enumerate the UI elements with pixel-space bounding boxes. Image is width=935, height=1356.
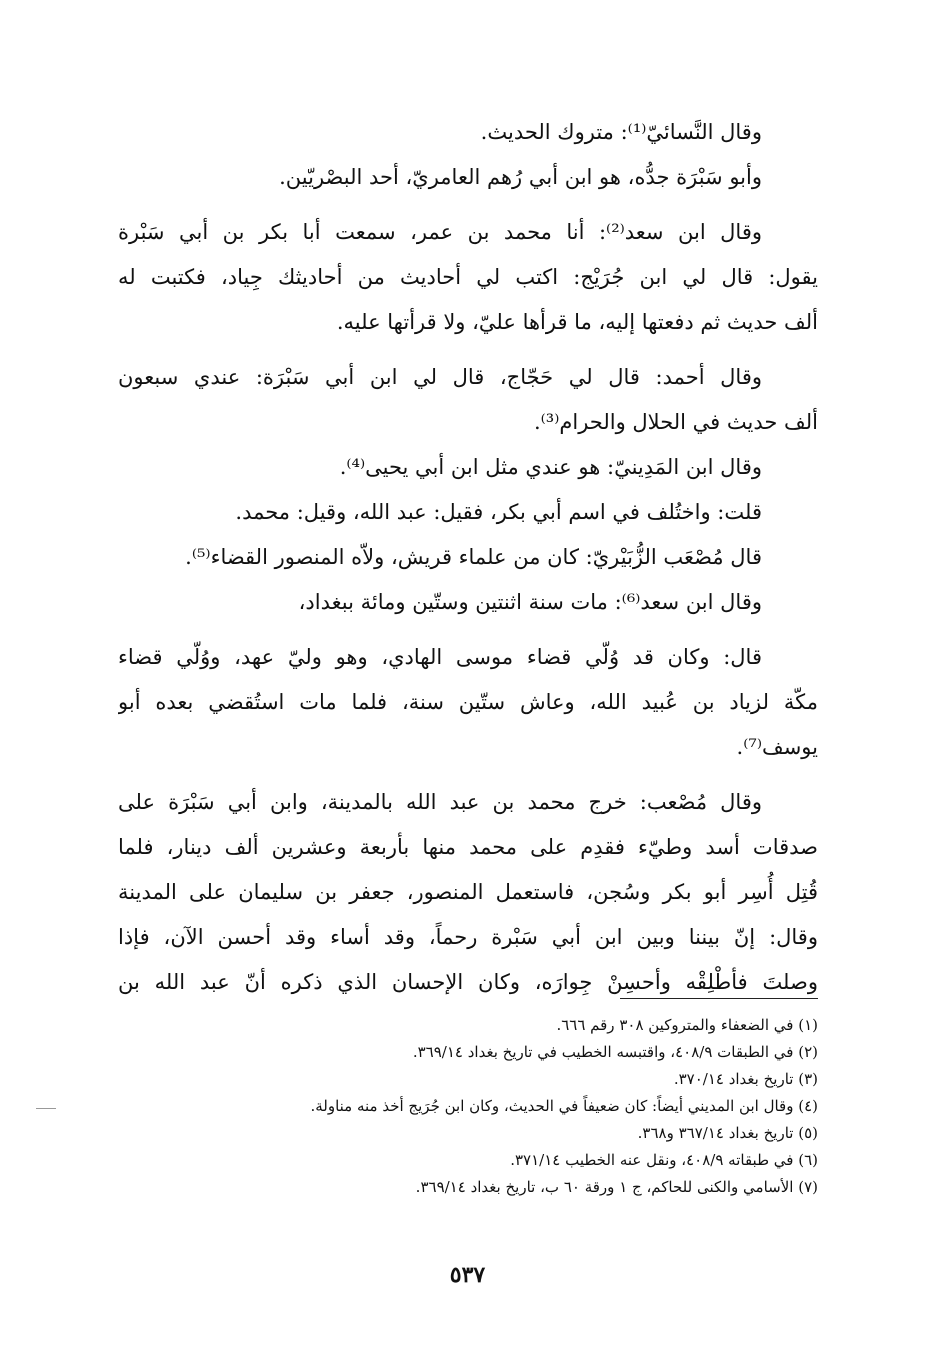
footnotes bbox=[180, 1012, 818, 1201]
text-line: وقال ابن سعد⁽²⁾: أنا محمد بن عمر، سمعت أبا بكر بن أبي سَبْرة bbox=[118, 220, 762, 244]
text-line: قال: وكان قد وُلّي قضاء موسى الهادي، وهو وليّ عهد، ووُلّي قضاء bbox=[118, 645, 762, 669]
text-line: قال مُصْعَب الزُّبَيْريّ: كان من علماء قريش، ولاّه المنصور القضاء⁽⁵⁾. bbox=[185, 545, 762, 569]
main-text bbox=[118, 110, 818, 1005]
text-line: قلت: واختُلف في اسم أبي بكر، فقيل: عبد الله، وقيل: محمد. bbox=[235, 500, 762, 524]
footnote: (٣) تاريخ بغداد ٣٧٠/١٤. bbox=[673, 1070, 818, 1088]
text-line: صدقات أسد وطيّء فقدِم على محمد منها بأربعة وعشرين ألف دينار، فلما bbox=[118, 835, 818, 859]
text-line: يوسف⁽⁷⁾. bbox=[736, 735, 818, 759]
text-line: وأبو سَبْرَة جدُّه، هو ابن أبي رُهم العامريّ، أحد البصْريّين. bbox=[279, 165, 762, 189]
text-line: وقال النَّسائيّ⁽¹⁾: متروك الحديث. bbox=[480, 120, 762, 144]
text-line: ألف حديث في الحلال والحرام⁽³⁾. bbox=[533, 410, 818, 434]
footnote: (٤) وقال ابن المديني أيضاً: كان ضعيفاً في الحديث، وكان ابن جُرَيج أخذ منه مناولة. bbox=[310, 1097, 818, 1115]
text-line: يقول: قال لي ابن جُرَيْج: اكتب لي أحاديث من أحاديثك جِياد، فكتبت له bbox=[118, 265, 818, 289]
page-number: ٥٣٧ bbox=[449, 1262, 486, 1288]
footnote: (٥) تاريخ بغداد ٣٦٧/١٤ و٣٦٨. bbox=[637, 1124, 818, 1142]
text-line: وقال: إنّ بيننا وبين ابن أبي سَبْرة رحماً، وقد أساء وقد أحسن الآن، فإذا bbox=[118, 925, 818, 949]
text-line: مكّة لزياد بن عُبيد الله، وعاش ستّين سنة، فلما مات استُقضي بعده أبو bbox=[118, 690, 818, 714]
text-line: قُتِل أُسِر أبو بكر وسُجن، فاستعمل المنصور، جعفر بن سليمان على المدينة bbox=[118, 880, 818, 904]
text-line: وقال ابن سعد⁽⁶⁾: مات سنة اثنتين وستّين ومائة ببغداد، bbox=[298, 590, 762, 614]
text-line: وقال ابن المَدِينيّ: هو عندي مثل ابن أبي يحيى⁽⁴⁾. bbox=[339, 455, 762, 479]
text-line: ألف حديث ثم دفعتها إليه، ما قرأها عليّ، ولا قرأتها عليه. bbox=[336, 310, 818, 334]
margin-mark bbox=[36, 1108, 56, 1109]
footnote: (٧) الأسامي والكنى للحاكم، ج ١ ورقة ٦٠ ب، تاريخ بغداد ٣٦٩/١٤. bbox=[415, 1178, 818, 1196]
footnote-separator bbox=[620, 998, 818, 999]
footnote: (١) في الضعفاء والمتروكين ٣٠٨ رقم ٦٦٦. bbox=[556, 1016, 818, 1034]
text-line: وقال مُصْعب: خرج محمد بن عبد الله بالمدينة، وابن أبي سَبْرَة على bbox=[118, 790, 762, 814]
footnote: (٢) في الطبقات ٤٠٨/٩، واقتبسه الخطيب في تاريخ بغداد ٣٦٩/١٤. bbox=[412, 1043, 818, 1061]
footnote: (٦) في طبقاته ٤٠٨/٩، ونقل عنه الخطيب ٣٧١/١٤. bbox=[510, 1151, 818, 1169]
text-line: وصلتَ فأطْلِقْه وأحسِنْ جِوارَه، وكان الإحسان الذي ذكره أنّ عبد الله بن bbox=[118, 970, 818, 994]
text-line: وقال أحمد: قال لي حَجّاج، قال لي ابن أبي سَبْرَة: عندي سبعون bbox=[118, 365, 762, 389]
